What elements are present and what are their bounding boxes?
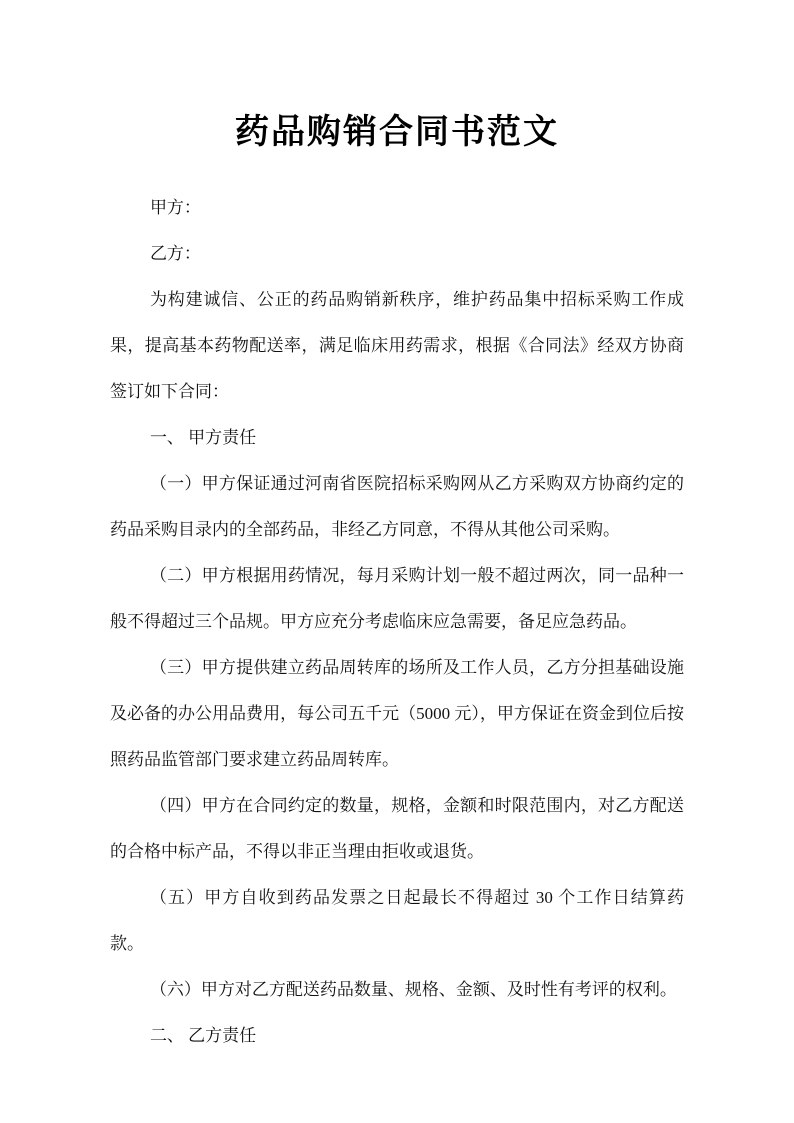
paragraph-party-a: 甲方： — [149, 197, 201, 217]
paragraph-clause-1-2: （二）甲方根据用药情况，每月采购计划一般不超过两次，同一品种一般不得超过三个品规。甲方应充分考虑临床应急需要，备足应急药品。 — [110, 565, 684, 631]
paragraph-clause-1-3: （三）甲方提供建立药品周转库的场所及工作人员，乙方分担基础设施及必备的办公用品费用，每公司五千元（5000 元），甲方保证在资金到位后按照药品监管部门要求建立药品周转库。 — [110, 657, 684, 769]
paragraph-clause-1-5: （五）甲方自收到药品发票之日起最长不得超过 30 个工作日结算药款。 — [110, 887, 684, 953]
document-body — [110, 185, 684, 1059]
heading-section-1: 一、 甲方责任 — [149, 427, 257, 447]
paragraph-clause-1-4: （四）甲方在合同约定的数量，规格，金额和时限范围内，对乙方配送的合格中标产品，不得以非正当理由拒收或退货。 — [110, 795, 684, 861]
document-title: 药品购销合同书范文 — [235, 114, 559, 151]
paragraph-clause-1-1: （一）甲方保证通过河南省医院招标采购网从乙方采购双方协商约定的药品采购目录内的全部药品，非经乙方同意，不得从其他公司采购。 — [110, 473, 684, 539]
paragraph-party-b: 乙方： — [149, 243, 201, 263]
paragraph-preamble: 为构建诚信、公正的药品购销新秩序，维护药品集中招标采购工作成果，提高基本药物配送率，满足临床用药需求，根据《合同法》经双方协商签订如下合同： — [110, 289, 684, 401]
paragraph-clause-1-6: （六）甲方对乙方配送药品数量、规格、金额、及时性有考评的权利。 — [149, 979, 677, 999]
heading-section-2: 二、 乙方责任 — [149, 1025, 257, 1045]
